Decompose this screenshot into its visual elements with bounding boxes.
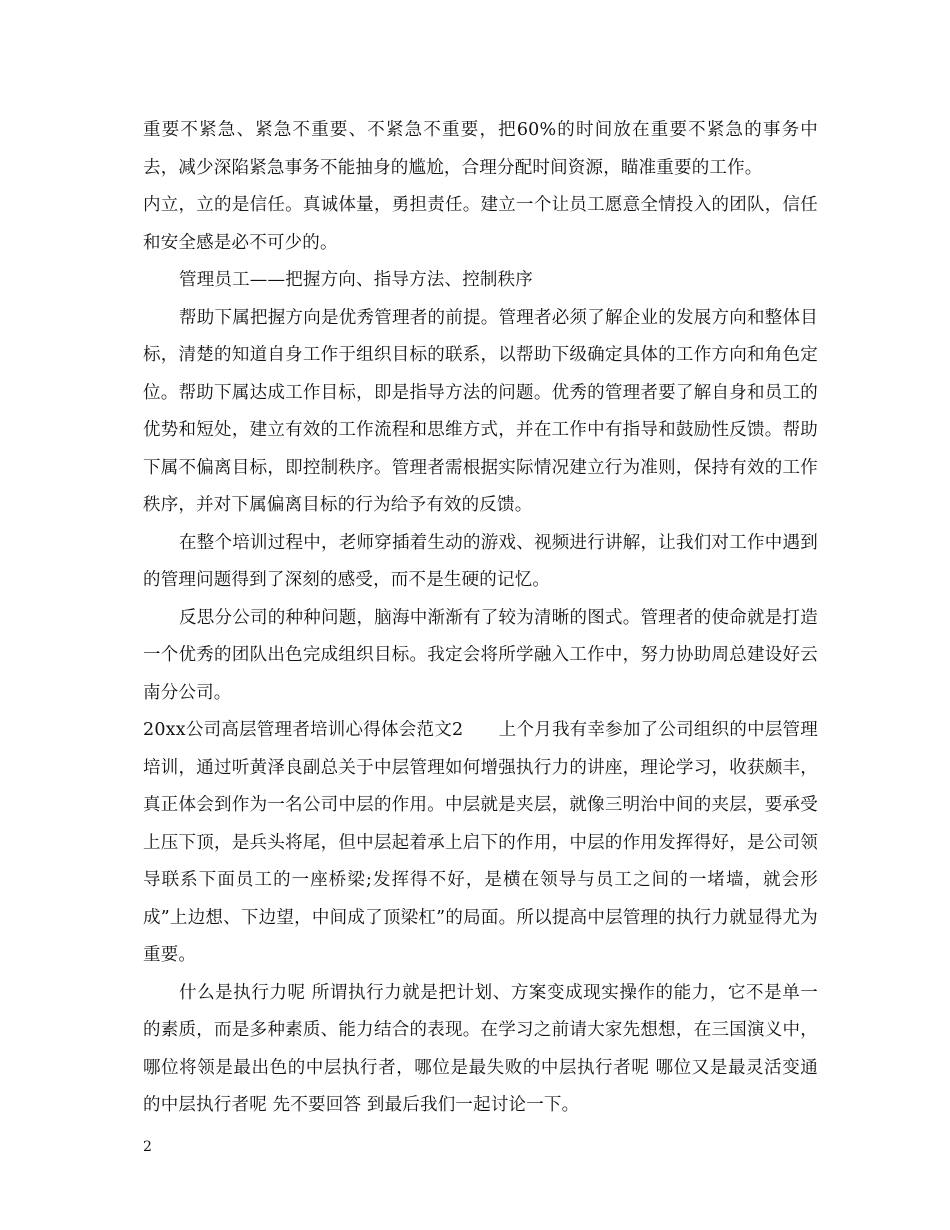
section-2-first-paragraph: 上个月我有幸参加了公司组织的中层管理培训，通过听黄泽良副总关于中层管理如何增强执行力的讲座，理论学习，收获颇丰，真正体会到作为一名公司中层的作用。中层就是夹层，就像三明治中间的夹层，要承受上压下顶，是兵头将尾，但中层起着承上启下的作用，中层的作用发挥得好，是公司领导联系下面员工的一座桥梁;发挥得不好，是横在领导与员工之间的一堵墙，就会形成”上边想、下边望，中间成了顶梁杠”的局面。所以提高中层管理的执行力就显得尤为重要。	[143, 720, 818, 965]
section-subheading: 管理员工——把握方向、指导方法、控制秩序	[179, 270, 533, 290]
paragraph-4: 在整个培训过程中，老师穿插着生动的游戏、视频进行讲解，让我们对工作中遇到的管理问题得到了深刻的感受，而不是生硬的记忆。	[143, 532, 818, 590]
paragraph-2: 内立，立的是信任。真诚体量，勇担责任。建立一个让员工愿意全情投入的团队，信任和安全感是必不可少的。	[143, 195, 818, 253]
page-number: 2	[143, 1139, 152, 1155]
paragraph-3: 帮助下属把握方向是优秀管理者的前提。管理者必须了解企业的发展方向和整体目标，清楚的知道自身工作于组织目标的联系，以帮助下级确定具体的工作方向和角色定位。帮助下属达成工作目标，即是指导方法的问题。优秀的管理者要了解自身和员工的优势和短处，建立有效的工作流程和思维方式，并在工作中有指导和鼓励性反馈。帮助下属不偏离目标，即控制秩序。管理者需根据实际情况建立行为准则，保持有效的工作秩序，并对下属偏离目标的行为给予有效的反馈。	[143, 307, 818, 515]
section-2-paragraph	[143, 712, 818, 975]
paragraph-5: 反思分公司的种种问题，脑海中渐渐有了较为清晰的图式。管理者的使命就是打造一个优秀的团队出色完成组织目标。我定会将所学融入工作中，努力协助周总建设好云南分公司。	[143, 607, 818, 703]
paragraph-final: 什么是执行力呢 所谓执行力就是把计划、方案变成现实操作的能力，它不是单一的素质，而是多种素质、能力结合的表现。在学习之前请大家先想想，在三国演义中，哪位将领是最出色的中层执行者，哪位是最失败的中层执行者呢 哪位又是最灵活变通的中层执行者呢 先不要回答 到最后我们一起讨论一下。	[143, 982, 818, 1115]
paragraph-1: 重要不紧急、紧急不重要、不紧急不重要，把60%的时间放在重要不紧急的事务中去，减少深陷紧急事务不能抽身的尴尬，合理分配时间资源，瞄准重要的工作。	[143, 120, 818, 178]
document-body	[143, 112, 818, 1125]
section-2-heading: 20xx公司高层管理者培训心得体会范文2	[143, 720, 464, 740]
